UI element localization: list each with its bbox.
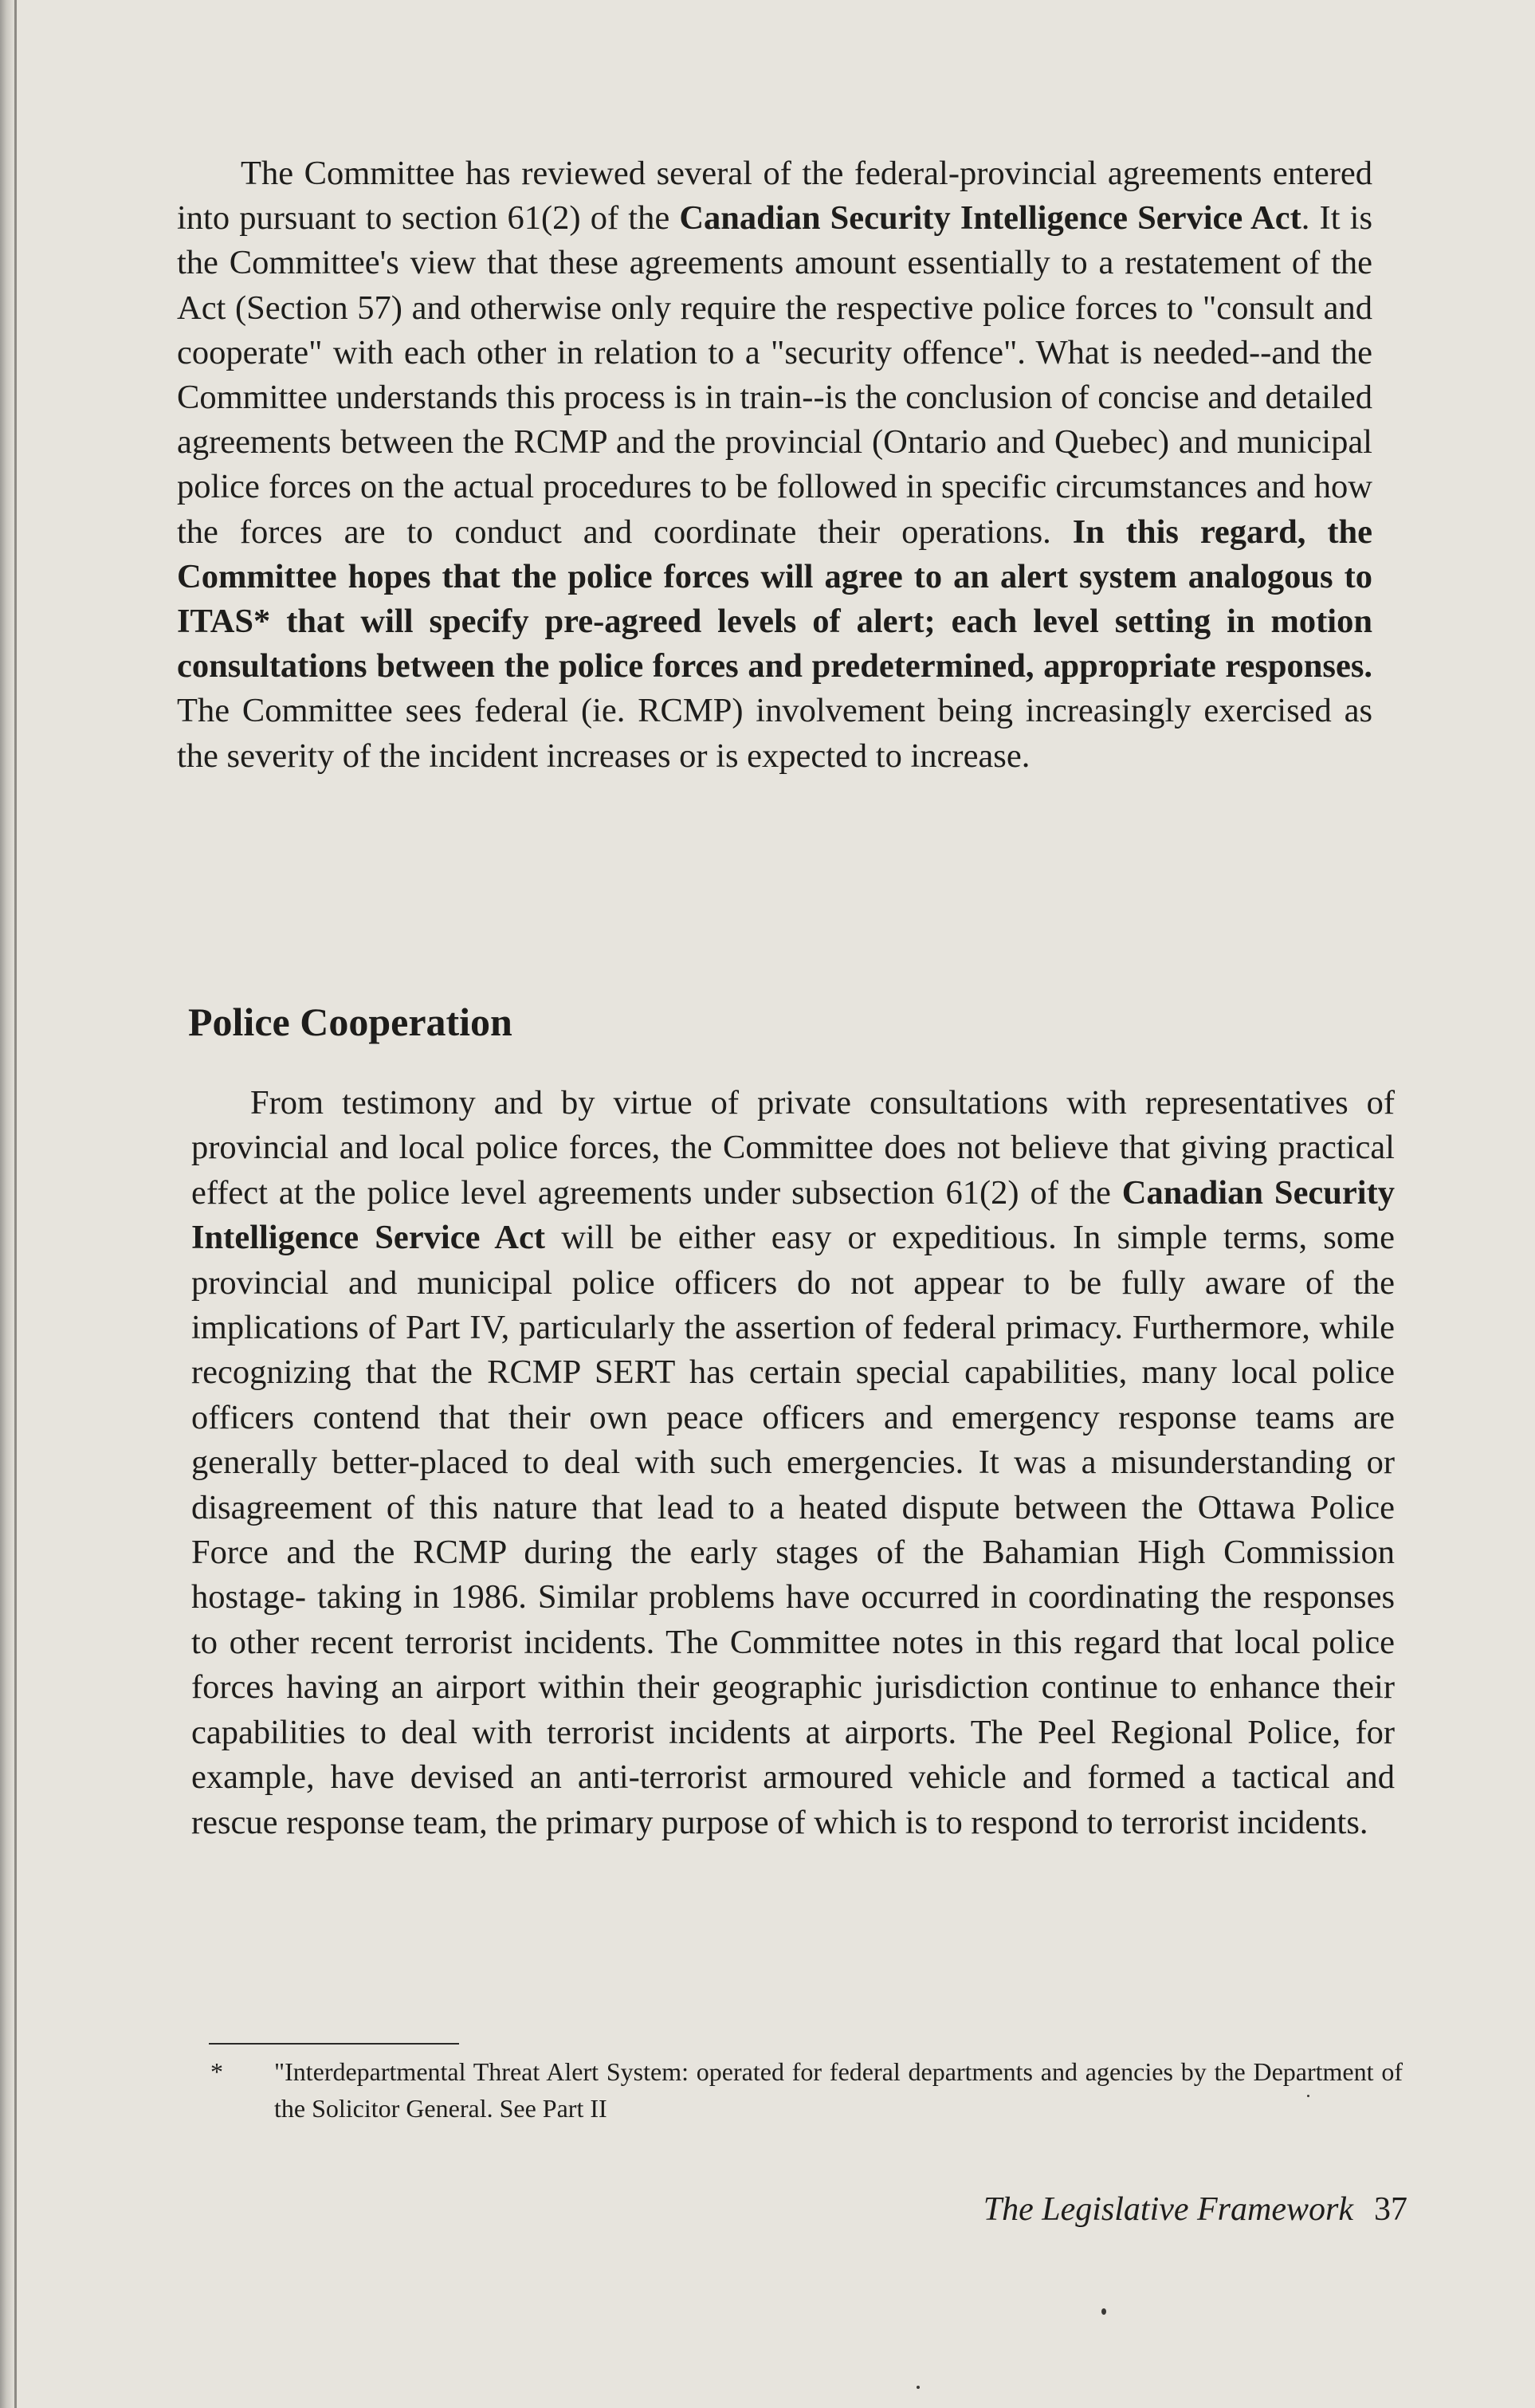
text-run: will be either easy or expeditious. In simple terms, some provincial and municipal police officers do not appear to be fully aware of the implications of Part IV, particularly the assertion of federal primacy. Furthermore, while recognizing that the RCMP SERT has certain special capabilities, many local police officers contend that their own peace officers and emergency response teams are generally better-placed to deal with such emergencies. It was a misunderstanding or disagreement of this nature that lead to a heated dispute between the Ottawa Police Force and the RCMP during the early stages of the Bahamian High Commission hostage- taking in 1986. Similar problems have occurred in coordinating the responses to other recent terrorist incidents. The Committee notes in this regard that local police forces having an airport within their geographic jurisdiction continue to enhance their capabilities to deal with terrorist incidents at airports. The Peel Regional Police, for example, have devised an anti-terrorist armoured vehicle and formed a tactical and rescue response team, the primary purpose of which is to respond to terrorist incidents. [191,1219,1395,1841]
text-run: The Committee sees federal (ie. RCMP) involvement being increasingly exercised as the severity of the incident increases or is expected to increase. [177,692,1372,775]
paragraph-agreements [177,151,1372,779]
emphasis-recommendation: In this regard, the Committee hopes that the police forces will agree to an alert system analogous to ITAS* that will specify pre-agreed levels of alert; each level setting in motion consultations between the police forces and predetermined, appropriate responses. [177,513,1372,685]
paper-speck [1101,2308,1106,2315]
act-title: Canadian Security Intelligence Service Act [679,199,1301,238]
running-footer [983,2187,1407,2232]
page-binding-edge [14,0,17,2408]
paragraph-police-cooperation [191,1081,1395,1845]
footnote-rule [209,2043,459,2045]
text-run: The Committee has reviewed several of the federal-provincial agreements entered into pursuant to section 61(2) of the [177,155,1372,238]
act-title: Canadian Security Intelligence Service Act [191,1173,1396,1257]
text-run: From testimony and by virtue of private consultations with representatives of provincial and local police forces, the Committee does not believe that giving practical effect at the police level agreements under subsection 61(2) of the [191,1084,1395,1212]
section-heading: Police Cooperation [188,1000,512,1044]
body-text-top [177,151,1372,779]
paper-speck [917,2386,920,2389]
footnote-text: "Interdepartmental Threat Alert System: operated for federal departments and agencies by the Department of the Solicitor General. See Part II [274,2057,1403,2123]
body-text-bottom [191,1081,1395,1845]
footnote-marker: * [210,2057,223,2086]
page-number: 37 [1374,2191,1407,2228]
text-run: . It is the Committee's view that these agreements amount essentially to a restatement of the Act (Section 57) and otherwise only require the respective police forces to "consult and cooperate" with each other in relation to a "security offence". What is needed--and the Committee understands this process is in train--is the conclusion of concise and detailed agreements between the RCMP and the provincial (Ontario and Quebec) and municipal police forces on the actual procedures to be followed in specific circumstances and how the forces are to conduct and coordinate their operations. [177,199,1372,551]
paper-speck [1307,2095,1309,2097]
footer-section-title: The Legislative Framework [983,2191,1353,2228]
